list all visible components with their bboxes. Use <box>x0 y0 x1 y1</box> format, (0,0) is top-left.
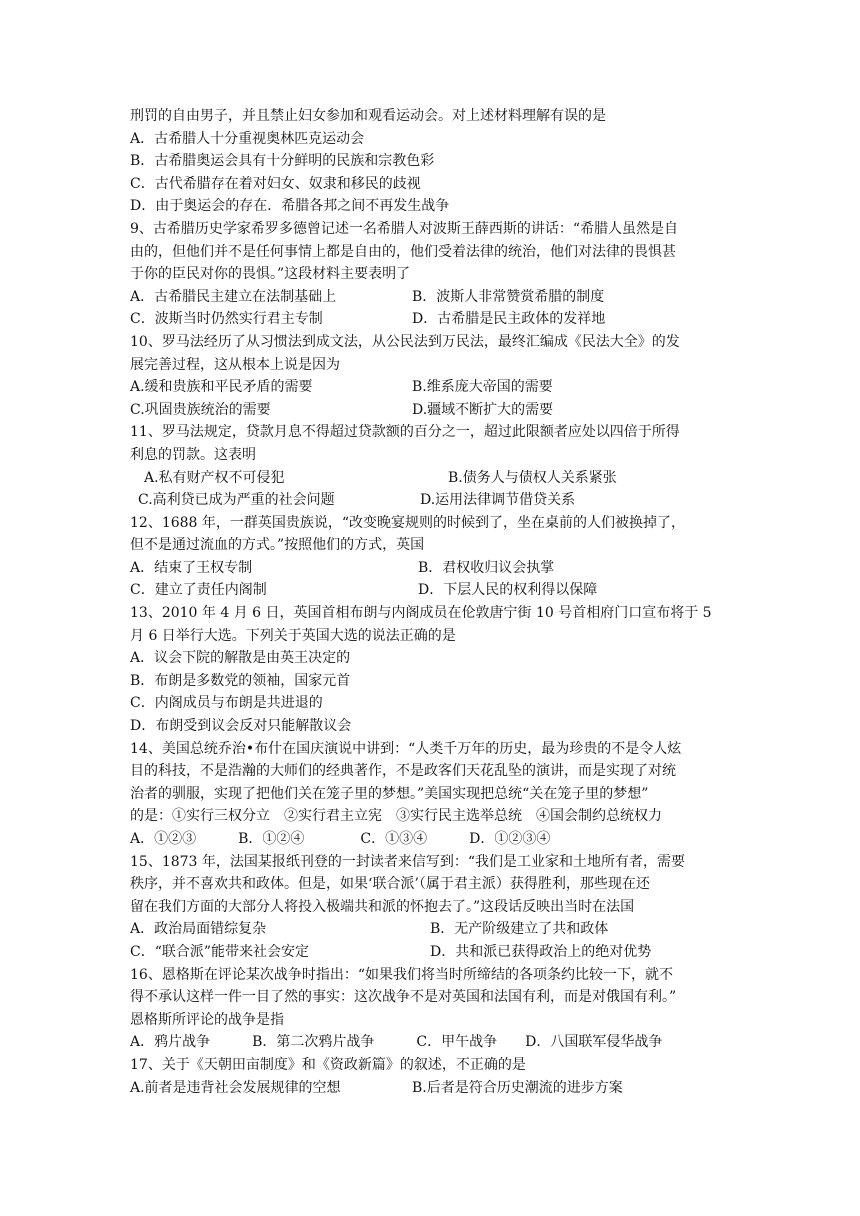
option-right: B．君权收归议会执掌 <box>418 559 555 576</box>
text-line: 17、关于《天朝田亩制度》和《资政新篇》的叙述，不正确的是 <box>130 1056 526 1073</box>
text-line: A．鸦片战争 B．第二次鸦片战争 C．甲午战争 D．八国联军侵华战争 <box>130 1034 663 1051</box>
option-left: A.私有财产权不可侵犯 <box>144 469 285 486</box>
option-row <box>130 941 770 964</box>
option-row <box>130 918 770 941</box>
text-line: 治者的驯服，实现了把他们关在笼子里的梦想。”美国实现把总统“关在笼子里的梦想” <box>130 785 649 802</box>
text-line: 留在我们方面的大部分人将投入极端共和派的怀抱去了。”这段话反映出当时在法国 <box>130 898 635 915</box>
option-row <box>130 399 770 422</box>
text-line: 秩序，并不喜欢共和政体。但是，如果‘联合派’（属于君主派）获得胜利，那些现在还 <box>130 876 650 893</box>
option-row <box>130 286 770 309</box>
text-line: A．议会下院的解散是由英王决定的 <box>130 650 351 667</box>
option-row <box>130 557 770 580</box>
option-right: D．共和派已获得政治上的绝对优势 <box>430 943 652 960</box>
text-line: 由的，但他们并不是任何事情上都是自由的，他们受着法律的统治，他们对法律的畏惧甚 <box>130 243 676 260</box>
option-left: A.前者是违背社会发展规律的空想 <box>130 1079 341 1096</box>
text-line: 但不是通过流血的方式。”按照他们的方式，英国 <box>130 537 425 554</box>
option-right: B.维系庞大帝国的需要 <box>412 379 553 396</box>
text-line: 恩格斯所评论的战争是指 <box>130 1011 284 1028</box>
option-left: C.巩固贵族统治的需要 <box>130 401 271 418</box>
option-left: C．建立了责任内阁制 <box>130 582 267 599</box>
text-line: D．布朗受到议会反对只能解散议会 <box>130 718 352 735</box>
option-row <box>130 489 770 512</box>
option-right: D.疆域不断扩大的需要 <box>412 401 554 418</box>
text-line: D．由于奥运会的存在．希腊各邦之间不再发生战争 <box>130 198 450 215</box>
option-right: B.后者是符合历史潮流的进步方案 <box>412 1079 623 1096</box>
text-line: C．内阁成员与布朗是共进退的 <box>130 695 323 712</box>
text-line: 目的科技，不是浩瀚的大师们的经典著作，不是政客们天花乱坠的演讲，而是实现了对统 <box>130 763 676 780</box>
text-line: 16、恩格斯在评论某次战争时指出：“如果我们将当时所缔结的各项条约比较一下，就不 <box>130 966 673 983</box>
text-line: 于你的臣民对你的畏惧。”这段材料主要表明了 <box>130 266 411 283</box>
text-line: 14、美国总统乔治•布什在国庆演说中讲到：“人类千万年的历史，最为珍贵的不是令人炫 <box>130 740 682 757</box>
option-right: B．无产阶级建立了共和政体 <box>430 921 609 938</box>
text-line: 展完善过程，这从根本上说是因为 <box>130 356 340 373</box>
text-line: 得不承认这样一件一目了然的事实：这次战争不是对英国和法国有利，而是对俄国有利。” <box>130 989 677 1006</box>
text-line: 利息的罚款。这表明 <box>130 446 256 463</box>
text-line: B．布朗是多数党的领袖，国家元首 <box>130 672 351 689</box>
text-line: 15、1873 年，法国某报纸刊登的一封读者来信写到：“我们是工业家和土地所有者，需要 <box>130 853 686 870</box>
option-row <box>130 467 770 490</box>
text-line: 刑罚的自由男子，并且禁止妇女参加和观看运动会。对上述材料理解有误的是 <box>130 108 606 124</box>
option-right: D.运用法律调节借贷关系 <box>420 492 576 509</box>
text-line: B．古希腊奥运会具有十分鲜明的民族和宗教色彩 <box>130 153 435 170</box>
text-line: 的是：①实行三权分立 ②实行君主立宪 ③实行民主选举总统 ④国会制约总统权力 <box>130 808 662 825</box>
option-row <box>130 1077 770 1100</box>
option-left: A．古希腊民主建立在法制基础上 <box>130 288 337 305</box>
option-right: B．波斯人非常赞赏希腊的制度 <box>412 288 605 305</box>
text-line: A．古希腊人十分重视奥林匹克运动会 <box>130 130 365 147</box>
option-row <box>130 308 770 331</box>
text-line: C．古代希腊存在着对妇女、奴隶和移民的歧视 <box>130 175 421 192</box>
option-right: D．下层人民的权利得以保障 <box>418 582 598 599</box>
option-left: C．波斯当时仍然实行君主专制 <box>130 311 323 328</box>
option-row <box>130 579 770 602</box>
option-left: A．政治局面错综复杂 <box>130 921 267 938</box>
option-right: D．古希腊是民主政体的发祥地 <box>412 311 606 328</box>
text-line: 月 6 日举行大选。下列关于英国大选的说法正确的是 <box>130 627 456 644</box>
option-left: C．“联合派”能带来社会安定 <box>130 943 310 960</box>
text-line: 9、古希腊历史学家希罗多德曾记述一名希腊人对波斯王薛西斯的讲话：“希腊人虽然是自 <box>130 220 679 237</box>
text-line: 12、1688 年，一群英国贵族说，“改变晚宴规则的时候到了，坐在桌前的人们被换掉了， <box>130 514 686 531</box>
option-left: A．结束了王权专制 <box>130 559 253 576</box>
option-row <box>130 376 770 399</box>
text-line: 10、罗马法经历了从习惯法到成文法，从公民法到万民法，最终汇编成《民法大全》的发 <box>130 333 680 350</box>
option-right: B.债务人与债权人关系紧张 <box>448 469 617 486</box>
option-left: A.缓和贵族和平民矛盾的需要 <box>130 379 313 396</box>
text-line: 13、2010 年 4 月 6 日，英国首相布朗与内阁成员在伦敦唐宁街 10 号首相府门口宣布将于 5 <box>130 605 712 622</box>
text-line: 11、罗马法规定，贷款月息不得超过贷款额的百分之一，超过此限额者应处以四倍于所得 <box>130 424 680 441</box>
option-left: C.高利贷已成为严重的社会问题 <box>138 492 335 509</box>
question-text-body <box>130 105 770 1099</box>
text-line: A．①②③ B．①②④ C．①③④ D．①②③④ <box>130 831 551 847</box>
